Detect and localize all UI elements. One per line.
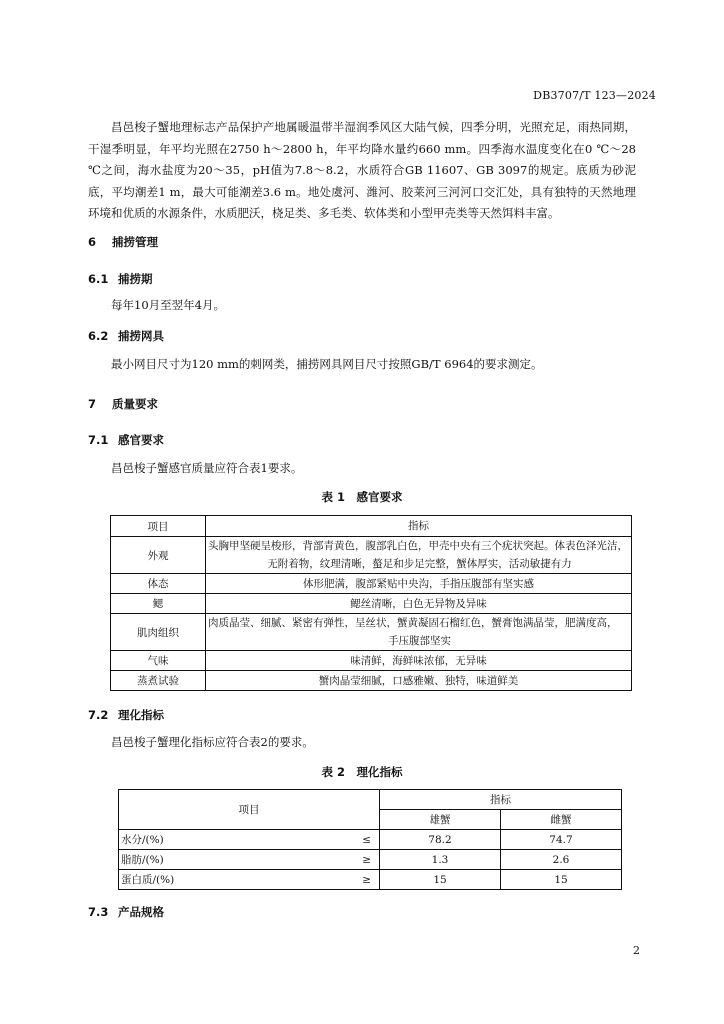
- table-row: [119, 830, 622, 850]
- section-7-1-heading: [88, 432, 164, 448]
- section-7-2-heading: [88, 707, 164, 723]
- table-row: [111, 516, 632, 537]
- value-cell: 体形肥满，腹部紧贴中央沟，手指压腹部有坚实感: [206, 574, 632, 594]
- section-title: 产品规格: [118, 905, 164, 919]
- section-7-1-text: 昌邑梭子蟹感官质量应符合表1要求。: [111, 461, 303, 475]
- section-title: 捕捞网具: [118, 329, 164, 343]
- value-cell: 15: [501, 870, 622, 890]
- item-cell: 蒸煮试验: [111, 671, 206, 691]
- section-number: 6: [88, 235, 97, 249]
- section-6-2-text: 最小网目尺寸为120 mm的刺网类，捕捞网具网目尺寸按照GB/T 6964的要求测定。: [111, 357, 543, 371]
- document-code: DB3707/T 123—2024: [533, 89, 656, 102]
- header-cell-male: 雄蟹: [380, 810, 501, 830]
- comparison-symbol: ≥: [331, 850, 380, 870]
- comparison-symbol: ≥: [331, 870, 380, 890]
- value-cell: [206, 614, 632, 651]
- value-cell: 蟹肉晶莹细腻，口感雅嫩、独特，味道鲜美: [206, 671, 632, 691]
- value-cell: [206, 537, 632, 574]
- section-number: 6.1: [88, 272, 109, 286]
- table-row: [119, 850, 622, 870]
- header-cell: 项目: [111, 516, 206, 537]
- section-6-1-heading: [88, 271, 153, 287]
- section-number: 6.2: [88, 329, 109, 343]
- section-title: 感官要求: [118, 433, 164, 447]
- value-line: 肉质晶莹、细腻、紧密有弹性，呈丝状，蟹黄凝固石榴红色，蟹膏饱满晶莹，肥满度高，: [208, 617, 618, 629]
- page-number: 2: [633, 944, 640, 957]
- table-row: [111, 614, 632, 651]
- item-cell: 鳃: [111, 594, 206, 614]
- table-1-sensory: [110, 515, 632, 691]
- value-cell: 78.2: [380, 830, 501, 850]
- table-row: [119, 790, 622, 810]
- value-cell: 15: [380, 870, 501, 890]
- value-cell: 鳃丝清晰，白色无异物及异味: [206, 594, 632, 614]
- section-number: 7.1: [88, 433, 109, 447]
- table-row: [119, 870, 622, 890]
- section-6-2-heading: [88, 328, 164, 344]
- table-row: [111, 537, 632, 574]
- value-cell: 74.7: [501, 830, 622, 850]
- value-line: 手压腹部坚实: [388, 635, 451, 647]
- item-cell: 外观: [111, 537, 206, 574]
- section-number: 7.2: [88, 708, 109, 722]
- value-line: 无附着物，纹理清晰，螯足和步足完整，蟹体厚实，活动敏捷有力: [267, 558, 572, 570]
- section-title: 捕捞管理: [112, 235, 158, 249]
- item-cell: 脂肪/(%): [119, 850, 332, 870]
- comparison-symbol: ≤: [331, 830, 380, 850]
- section-7-3-heading: [88, 904, 164, 920]
- item-cell: 气味: [111, 651, 206, 671]
- section-number: 7: [88, 397, 97, 411]
- item-cell: 肌肉组织: [111, 614, 206, 651]
- section-number: 7.3: [88, 905, 109, 919]
- item-cell: 体态: [111, 574, 206, 594]
- table-row: [111, 651, 632, 671]
- table-2-caption: 表 2 理化指标: [321, 765, 403, 779]
- value-line: 头胸甲坚硬呈梭形，背部青黄色，腹部乳白色，甲壳中央有三个疣状突起。体表色泽光洁，: [208, 540, 628, 552]
- table-row: [111, 574, 632, 594]
- table-2-physicochemical: [118, 789, 622, 890]
- table-row: [111, 671, 632, 691]
- section-title: 质量要求: [112, 397, 158, 411]
- table-row: [111, 594, 632, 614]
- header-cell: 项目: [119, 790, 380, 830]
- section-7-2-text: 昌邑梭子蟹理化指标应符合表2的要求。: [111, 735, 314, 749]
- value-cell: 1.3: [380, 850, 501, 870]
- item-cell: 水分/(%): [119, 830, 332, 850]
- value-cell: 味清鲜，海鲜味浓郁，无异味: [206, 651, 632, 671]
- header-cell: 指标: [206, 516, 632, 537]
- item-cell: 蛋白质/(%): [119, 870, 332, 890]
- value-cell: 2.6: [501, 850, 622, 870]
- table-1-caption: 表 1 感官要求: [321, 490, 403, 504]
- section-title: 捕捞期: [118, 272, 153, 286]
- section-title: 理化指标: [118, 708, 164, 722]
- section-6-heading: [88, 234, 158, 250]
- header-cell-female: 雌蟹: [501, 810, 622, 830]
- section-6-1-text: 每年10月至翌年4月。: [111, 298, 225, 312]
- section-7-heading: [88, 396, 158, 412]
- intro-paragraph: 昌邑梭子蟹地理标志产品保护产地属暖温带半湿润季风区大陆气候，四季分明，光照充足，雨热同期，干湿季明显，年平均光照在2750 h～2800 h，年平均降水量约660 mm。四季海水温度变化在0 ℃～28 ℃之间，海水盐度为20～35，pH值为7.8～8.2，水质符合GB 11607、GB 3097的规定。底质为砂泥底，平均潮差1 m，最大可能潮差3.6 m。地处虞河、潍河、胶莱河三河河口交汇处，具有独特的天然地理环境和优质的水源条件，水质肥沃，桡足类、多毛类、软体类和小型甲壳类等天然饵料丰富。: [88, 120, 636, 220]
- header-cell: 指标: [380, 790, 622, 810]
